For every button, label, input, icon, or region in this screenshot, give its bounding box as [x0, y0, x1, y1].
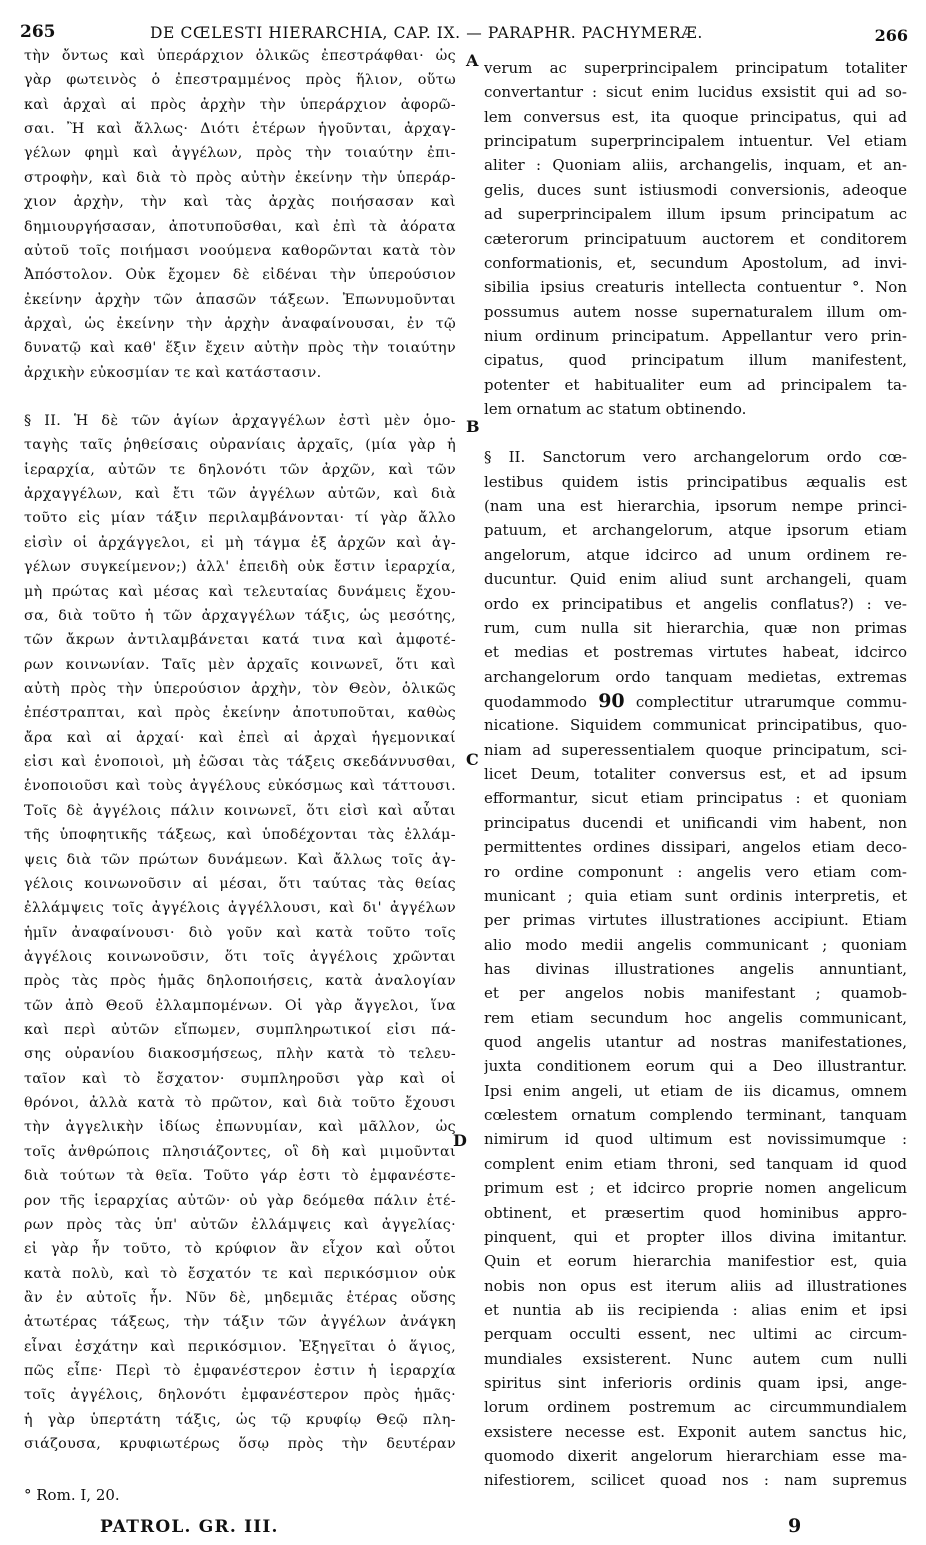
text-line: ἀτωτέρας τάξεως, τὴν τάξιν τῶν ἀγγέλων ἀνάγκη [24, 1314, 456, 1331]
text-line: ἱεραρχία, αὐτῶν τε δηλονότι τῶν ἀρχῶν, καὶ τῶν [24, 461, 456, 478]
text-line: quod angelis utantur ad nostras manifestationes, [484, 1033, 907, 1052]
text-line: permittentes ordines dissipari, angelos etiam deco- [484, 838, 907, 857]
text-line-with-column-number [484, 689, 907, 713]
text-line: γέλων φημὶ καὶ ἀγγέλων, πρὸς τὴν τοιαύτην ἐπι- [24, 145, 456, 162]
text-line: § II. Sanctorum vero archangelorum ordo cœ- [484, 448, 907, 467]
text-line: σης οὐρανίου διακοσμήσεως, πλὴν κατὰ τὸ τελευ- [24, 1046, 456, 1063]
text-line: αὐτὴ πρὸς τὴν ὑπερούσιον ἀρχὴν, τὸν Θεὸν, ὁλικῶς [24, 680, 456, 697]
text-line: sibilia ipsius creaturis intellecta contuentur °. Non [484, 278, 907, 297]
text-line: διὰ τούτων τὰ θεῖα. Τοῦτο γάρ ἐστι τὸ ἐμφανέστε- [24, 1168, 456, 1185]
text-line: et medias et postremas virtutes habeat, idcirco [484, 643, 907, 662]
text-line: municant ; quia etiam sunt ordinis interpretis, et [484, 886, 907, 905]
text-line: ἐπέστραπται, καὶ πρὸς ἐκείνην ἀποτυποῦται, καθὼς [24, 705, 456, 722]
text-line: § II. Ἡ δὲ τῶν ἁγίων ἀρχαγγέλων ἐστὶ μὲν ὁμο- [24, 413, 456, 430]
text-line: niam ad superessentialem quoque principatum, sci- [484, 740, 907, 759]
text-line: Quin et eorum hierarchia manifestior est, quia [484, 1252, 907, 1271]
text-line: πρὸς τὰς πρὸς ἡμᾶς δηλοποιήσεις, κατὰ ἀναλογίαν [24, 973, 456, 990]
text-line: cœlestem ornatum complendo terminant, tanquam [484, 1106, 907, 1125]
text-line: γὰρ φωτεινὸς ὁ ἐπεστραμμένος πρὸς ἥλιον, οὕτω [24, 72, 456, 89]
text-line: nicatione. Siquidem communicat principatibus, quo- [484, 716, 907, 735]
text-line: ἀρχικὴν εὐκοσμίαν τε καὶ κατάστασιν. [24, 364, 322, 381]
text-line: principatum superprincipalem intuentur. Vel etiam [484, 132, 907, 151]
margin-marker-d: D [453, 1131, 467, 1150]
text-line: ἐλλάμψεις τοῖς ἀγγέλοις ἀγγέλλουσι, καὶ δι' ἀγγέλων [24, 900, 456, 917]
text-line: δυνατῷ καὶ καθ' ἕξιν ἔχειν αὐτὴν πρὸς τὴν τοιαύτην [24, 340, 456, 357]
text-line: ἑνοποιοῦσι καὶ τοὺς ἀγγέλους εὐκόσμως καὶ τάττουσι. [24, 778, 456, 795]
text-line: ρων πρὸς τὰς ὑπ' αὐτῶν ἐλλάμψεις καὶ ἀγγελίας· [24, 1216, 456, 1233]
paragraph-gap [24, 385, 456, 409]
page-number-right: 266 [874, 26, 908, 45]
text-line: θρόνοι, ἀλλὰ κατὰ τὸ πρῶτον, καὶ διὰ τοῦτο ἔχουσι [24, 1095, 456, 1112]
text-line: aliter : Quoniam aliis, archangelis, inquam, et an- [484, 156, 907, 175]
text-line: ro ordine componunt : angelis vero etiam com- [484, 862, 907, 881]
text-line: cipatus, quod principatum illum manifestent, [484, 351, 907, 370]
text-line: potenter et habitualiter eum ad principalem ta- [484, 375, 907, 394]
text-line: nifestiorem, scilicet quoad nos : nam supremus [484, 1471, 907, 1490]
text-line: conformationis, et, secundum Apostolum, ad invi- [484, 253, 907, 272]
text-line: efformantur, sicut etiam principatus : et quoniam [484, 789, 907, 808]
text-line: ἡμῖν ἀναφαίνουσι· διὸ γοῦν καὶ κατὰ τοῦτο τοῖς [24, 924, 456, 941]
text-line: lestibus quidem istis principatibus æqualis est [484, 472, 907, 491]
text-line: ἀγγέλοις κοινωνοῦσιν, ὅτι τοῖς ἀγγέλοις χρῶνται [24, 948, 456, 965]
text-line: nobis non opus est iterum aliis ad illustrationes [484, 1276, 907, 1295]
margin-marker-c: C [466, 750, 479, 769]
footer-sheet-number: 9 [788, 1515, 802, 1537]
text-line: obtinent, et præsertim quod hominibus appro- [484, 1203, 907, 1222]
text-line: ἐκείνην ἀρχὴν τῶν ἁπασῶν τάξεων. Ἐπωνυμοῦνται [24, 291, 456, 308]
text-line: χιον ἀρχὴν, τὴν καὶ τὰς ἀρχὰς ποιήσασαν καὶ [24, 194, 456, 211]
text-line: ad superprincipalem illum ipsum principatum ac [484, 205, 907, 224]
text-line: στροφὴν, καὶ διὰ τὸ πρὸς αὐτὴν ἐκείνην τὴν ὑπεράρ- [24, 169, 456, 186]
text-line: juxta conditionem eorum qui a Deo illustrantur. [484, 1057, 907, 1076]
text-fragment: quodammodo [484, 692, 587, 711]
text-line: κατὰ πολὺ, καὶ τὸ ἔσχατόν τε καὶ περικόσμιον οὐκ [24, 1265, 456, 1282]
text-line: primum est ; et idcirco proprie nomen angelicum [484, 1179, 907, 1198]
text-line: quomodo dixerit angelorum hierarchiam esse ma- [484, 1447, 907, 1466]
text-line: has divinas illustrationes angelis annuntiant, [484, 959, 907, 978]
text-line: lorum ordinem postremum ac circummundialem [484, 1398, 907, 1417]
text-line: καὶ περὶ αὐτῶν εἴπωμεν, συμπληρωτικοί εἰσι πά- [24, 1022, 456, 1039]
footer-signature: PATROL. GR. III. [100, 1517, 279, 1537]
text-line: ταγὴς ταῖς ῥηθείσαις οὐρανίαις ἀρχαῖς, (μία γὰρ ἡ [24, 437, 456, 454]
text-line: angelorum, atque idcirco ad unum ordinem re- [484, 545, 907, 564]
text-line: ἄρα καὶ αἱ ἀρχαί· καὶ ἐπεὶ αἱ ἀρχαὶ ἡγεμονικαί [24, 729, 456, 746]
text-line: per primas virtutes illustrationes accipiunt. Etiam [484, 911, 907, 930]
text-line: Τοῖς δὲ ἀγγέλοις πάλιν κοινωνεῖ, ὅτι εἰσὶ καὶ αὗται [24, 802, 456, 819]
text-line: ordo ex principatibus et angelis conflatus?) : ve- [484, 594, 907, 613]
text-line: mundiales exsisterent. Nunc autem cum nulli [484, 1349, 907, 1368]
text-fragment: complectitur utrarumque commu- [635, 692, 907, 711]
text-line: τοῖς ἀγγέλοις, δηλονότι ἐμφανέστερον πρὸς ἡμᾶς· [24, 1387, 456, 1404]
page-number-left: 265 [20, 22, 56, 42]
margin-marker-a: A [466, 51, 479, 70]
text-line: αὐτοῦ τοῖς ποιήμασι νοούμενα καθορῶνται κατὰ τὸν [24, 242, 456, 259]
text-line: ἀρχαγγέλων, καὶ ἔτι τῶν ἀγγέλων αὐτῶν, καὶ διὰ [24, 486, 456, 503]
text-line: spiritus sint inferioris ordinis quam ipsi, ange- [484, 1374, 907, 1393]
text-line: gelis, duces sunt istiusmodi conversionis, adeoque [484, 180, 907, 199]
text-line: cæterorum principatuum auctorem et conditorem [484, 229, 907, 248]
text-line: σα, διὰ τοῦτο ἡ τῶν ἀρχαγγέλων τάξις, ὡς μεσότης, [24, 607, 456, 624]
text-line: et nuntia ab iis recipienda : alias enim et ipsi [484, 1300, 907, 1319]
text-line: σαι. Ἢ καὶ ἄλλως· Διότι ἑτέρων ἡγοῦνται, ἀρχαγ- [24, 121, 456, 138]
text-line: τὴν ὄντως καὶ ὑπεράρχιον ὁλικῶς ἐπεστράφθαι· ὡς [24, 48, 456, 64]
text-line: convertantur : sicut enim lucidus exsistit qui ad so- [484, 83, 907, 102]
text-line: et per angelos nobis manifestant ; quamob- [484, 984, 907, 1003]
text-line: τῶν ἀπὸ Θεοῦ ἐλλαμπομένων. Οἱ γὰρ ἄγγελοι, ἵνα [24, 997, 456, 1014]
text-line: τὴν ἀγγελικὴν ἰδίως ἐπωνυμίαν, καὶ μᾶλλον, ὡς [24, 1119, 456, 1136]
text-line: ἂν ἐν αὐτοῖς ἦν. Νῦν δὲ, μηδεμιᾶς ἑτέρας οὔσης [24, 1289, 456, 1306]
text-line: nimirum id quod ultimum est novissimumque : [484, 1130, 907, 1149]
text-line: εἰ γὰρ ἦν τοῦτο, τὸ κρύφιον ἂν εἶχον καὶ οὗτοι [24, 1241, 456, 1258]
text-line: ψεις διὰ τῶν πρώτων δυνάμεων. Καὶ ἄλλως τοῖς ἀγ- [24, 851, 456, 868]
text-line: possumus autem nosse supernaturalem illum om- [484, 302, 907, 321]
text-line: exsistere necesse est. Exponit autem sanctus hic, [484, 1422, 907, 1441]
text-line: τοῖς ἀνθρώποις πλησιάζοντες, οἳ δὴ καὶ μιμοῦνται [24, 1143, 456, 1160]
text-line: ρον τῆς ἱεραρχίας αὐτῶν· οὐ γὰρ δεόμεθα πάλιν ἑτέ- [24, 1192, 456, 1209]
text-line: perquam occulti essent, nec ultimi ac circum- [484, 1325, 907, 1344]
text-line: archangelorum ordo tanquam medietas, extremas [484, 667, 907, 686]
text-line: ἀρχαὶ, ὡς ἐκείνην τὴν ἀρχὴν ἀναφαίνουσαι, ἐν τῷ [24, 315, 456, 332]
text-line: τοῦτο εἰς μίαν τάξιν περιλαμβάνονται· τί γὰρ ἄλλο [24, 510, 456, 527]
text-line: rum, cum nulla sit hierarchia, quæ non primas [484, 618, 907, 637]
column-number: 90 [598, 689, 625, 712]
text-line: σιάζουσα, κρυφιωτέρως ὅσῳ πρὸς τὴν δευτέραν [24, 1436, 456, 1453]
text-line: rem etiam secundum hoc angelis communicant, [484, 1008, 907, 1027]
text-line: ταῖον καὶ τὸ ἔσχατον· συμπληροῦσι γὰρ καὶ οἱ [24, 1070, 456, 1087]
text-line: εἶναι ἐσχάτην καὶ περικόσμιον. Ἐξηγεῖται ὁ ἅγιος, [24, 1338, 456, 1355]
text-line: verum ac superprincipalem principatum totaliter [484, 59, 907, 77]
text-line: γέλων συγκείμενον;) ἀλλ' ἐπειδὴ οὐκ ἔστιν ἱεραρχία, [24, 559, 456, 576]
text-line: principatus ducendi et unificandi vim habent, non [484, 813, 907, 832]
paragraph-gap [484, 421, 907, 445]
text-line: (nam una est hierarchia, ipsorum nempe princi- [484, 497, 907, 516]
text-line: καὶ ἀρχαὶ αἱ πρὸς ἀρχὴν τὴν ὑπεράρχιον ἀφορῶ- [24, 96, 456, 113]
text-line: εἰσι καὶ ἑνοποιοὶ, μὴ ἐῶσαι τὰς τάξεις σκεδάννυσθαι, [24, 754, 456, 771]
text-line: ρων κοινωνίαν. Ταῖς μὲν ἀρχαῖς κοινωνεῖ, ὅτι καὶ [24, 656, 456, 673]
header-title: DE CŒLESTI HIERARCHIA, CAP. IX. — PARAPHR. PACHYMERÆ. [150, 24, 703, 42]
text-line: ducuntur. Quid enim aliud sunt archangeli, quam [484, 570, 907, 589]
text-line: lem ornatum ac statum obtinendo. [484, 400, 747, 419]
greek-column [24, 44, 456, 1456]
text-line: ἡ γὰρ ὑπερτάτη τάξις, ὡς τῷ κρυφίῳ Θεῷ πλη- [24, 1411, 456, 1428]
text-line: τῆς ὑποφητικῆς τάξεως, καὶ ὑποδέχονται τὰς ἐλλάμ- [24, 827, 456, 844]
text-line: Ἀπόστολον. Οὐκ ἔχομεν δὲ εἰδέναι τὴν ὑπερούσιον [24, 267, 456, 284]
text-line: Ipsi enim angeli, ut etiam de iis dicamus, omnem [484, 1081, 907, 1100]
text-line: complent enim etiam throni, sed tanquam id quod [484, 1154, 907, 1173]
text-line: pinquent, qui et propter illos divina imitantur. [484, 1227, 907, 1246]
text-line: lem conversus est, ita quoque principatus, qui ad [484, 107, 907, 126]
footnote: ° Rom. I, 20. [24, 1486, 120, 1504]
text-line: licet Deum, totaliter conversus est, et ad ipsum [484, 765, 907, 784]
text-line: εἰσὶν οἱ ἀρχάγγελοι, εἰ μὴ τάγμα ἐξ ἀρχῶν καὶ ἀγ- [24, 534, 456, 551]
text-line: τῶν ἄκρων ἀντιλαμβάνεται κατά τινα καὶ ἀμφοτέ- [24, 632, 456, 649]
text-line: πῶς εἶπε· Περὶ τὸ ἐμφανέστερον ἐστιν ἡ ἱεραρχία [24, 1363, 456, 1380]
text-line: alio modo medii angelis communicant ; quoniam [484, 935, 907, 954]
latin-column [484, 56, 907, 1493]
margin-marker-b: B [466, 417, 480, 436]
text-line: δημιουργήσασαν, ἀποτυποῦσθαι, καὶ ἐπὶ τὰ ἀόρατα [24, 218, 456, 235]
text-line: patuum, et archangelorum, atque ipsorum etiam [484, 521, 907, 540]
text-line: μὴ πρώτας καὶ μέσας καὶ τελευταίας δυνάμεις ἔχου- [24, 583, 456, 600]
text-line: γέλοις κοινωνοῦσιν αἱ μέσαι, ὅτι ταύτας τὰς θείας [24, 875, 456, 892]
text-line: nium ordinum principatum. Appellantur vero prin- [484, 326, 907, 345]
